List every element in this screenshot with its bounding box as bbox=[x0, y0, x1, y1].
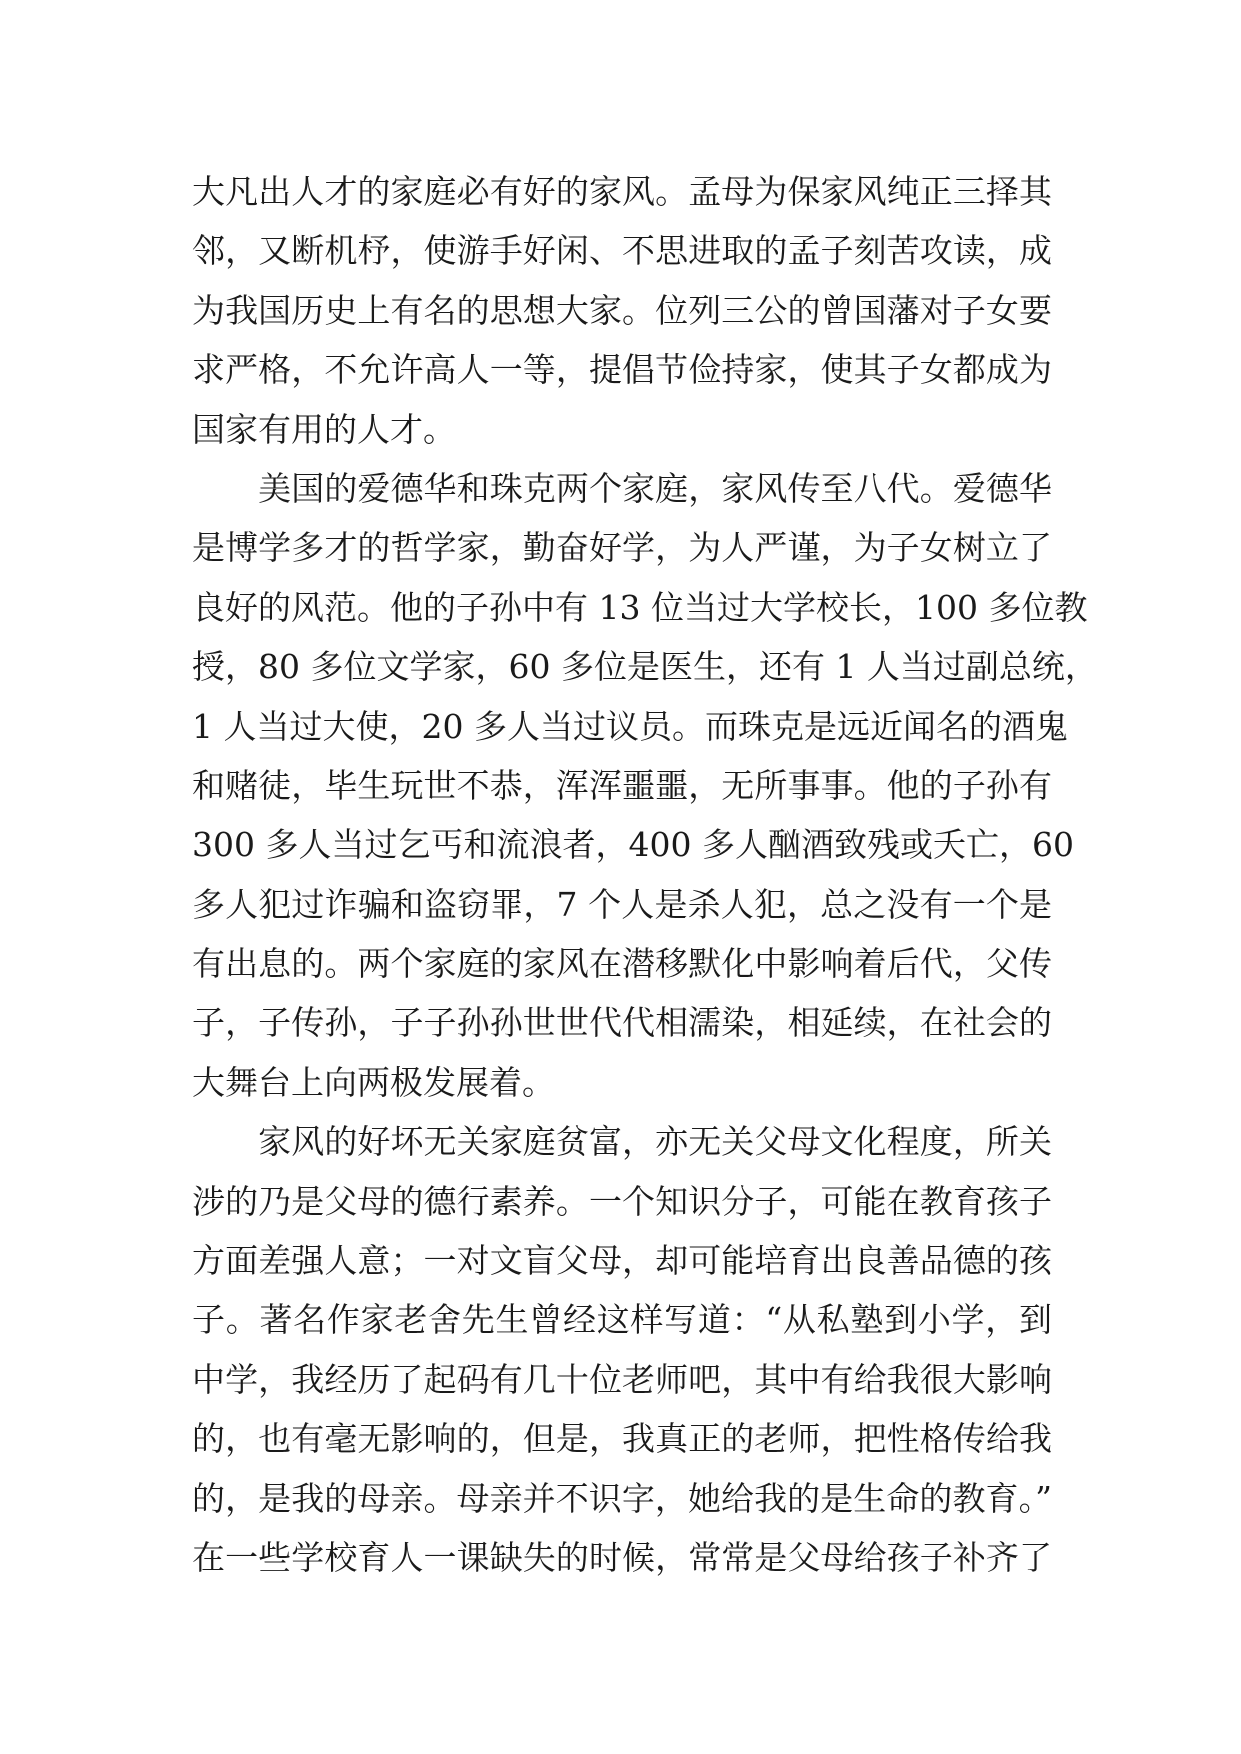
text-line: 的，是我的母亲。母亲并不识字，她给我的是生命的教育。” bbox=[192, 1478, 1052, 1518]
text-line: 方面差强人意；一对文盲父母，却可能培育出良善品德的孩 bbox=[192, 1241, 1052, 1281]
text-line: 有出息的。两个家庭的家风在潜移默化中影响着后代，父传 bbox=[192, 944, 1052, 984]
text-line: 多人犯过诈骗和盗窃罪，7 个人是杀人犯，总之没有一个是 bbox=[192, 884, 1052, 924]
text-line: 300 多人当过乞丐和流浪者，400 多人酗酒致残或夭亡，60 bbox=[192, 825, 1074, 865]
text-line: 是博学多才的哲学家，勤奋好学，为人严谨，为子女树立了 bbox=[192, 528, 1052, 568]
text-line: 子，子传孙，子子孙孙世世代代相濡染，相延续，在社会的 bbox=[192, 1003, 1052, 1043]
text-line: 良好的风范。他的子孙中有 13 位当过大学校长，100 多位教 bbox=[192, 587, 1088, 627]
text-line: 1 人当过大使，20 多人当过议员。而珠克是远近闻名的酒鬼 bbox=[192, 706, 1068, 746]
body-text bbox=[192, 162, 1098, 1587]
text-line: 国家有用的人才。 bbox=[192, 409, 456, 449]
text-line: 中学，我经历了起码有几十位老师吧，其中有给我很大影响 bbox=[192, 1359, 1052, 1399]
text-line: 为我国历史上有名的思想大家。位列三公的曾国藩对子女要 bbox=[192, 290, 1052, 330]
text-line: 大舞台上向两极发展着。 bbox=[192, 1062, 555, 1102]
text-line: 的，也有毫无影响的，但是，我真正的老师，把性格传给我 bbox=[192, 1419, 1052, 1459]
text-line: 美国的爱德华和珠克两个家庭，家风传至八代。爱德华 bbox=[192, 468, 1052, 508]
text-line: 大凡出人才的家庭必有好的家风。孟母为保家风纯正三择其 bbox=[192, 172, 1052, 211]
text-line: 涉的乃是父母的德行素养。一个知识分子，可能在教育孩子 bbox=[192, 1181, 1052, 1221]
text-line: 求严格，不允许高人一等，提倡节俭持家，使其子女都成为 bbox=[192, 350, 1052, 390]
text-line: 和赌徒，毕生玩世不恭，浑浑噩噩，无所事事。他的子孙有 bbox=[192, 765, 1052, 805]
text-line: 家风的好坏无关家庭贫富，亦无关父母文化程度，所关 bbox=[192, 1122, 1052, 1162]
text-line: 授，80 多位文学家，60 多位是医生，还有 1 人当过副总统， bbox=[192, 647, 1098, 687]
text-line: 子。著名作家老舍先生曾经这样写道：“从私塾到小学，到 bbox=[192, 1300, 1052, 1340]
text-line: 在一些学校育人一课缺失的时候，常常是父母给孩子补齐了 bbox=[192, 1537, 1052, 1577]
text-line: 邻，又断机杼，使游手好闲、不思进取的孟子刻苦攻读，成 bbox=[192, 231, 1052, 271]
